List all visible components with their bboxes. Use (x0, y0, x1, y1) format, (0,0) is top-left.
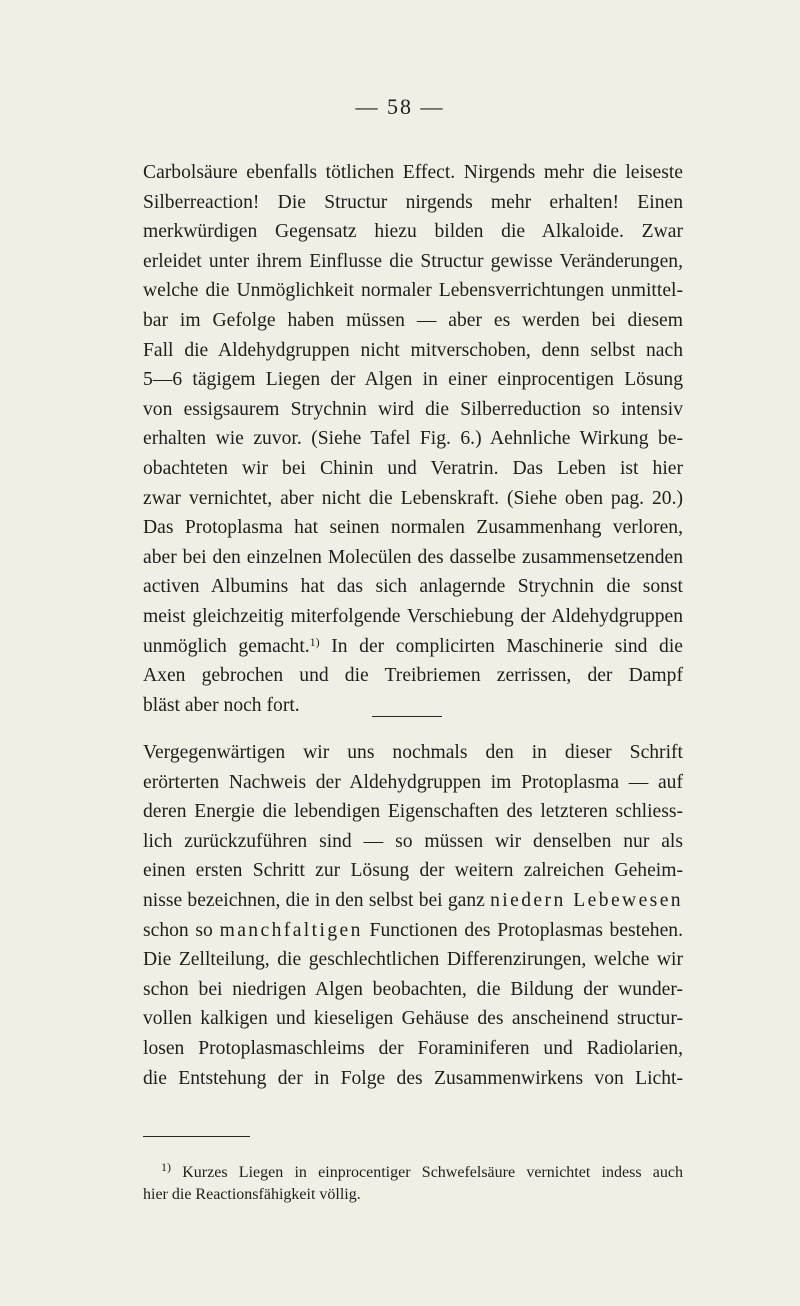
section-divider (372, 716, 442, 717)
text-line: meist gleichzeitig miterfolgende Verschiebung der Aldehydgruppen (143, 605, 683, 627)
text-line: welche die Unmöglichkeit normaler Lebensverrichtungen unmittel- (143, 280, 683, 302)
page-number: — 58 — (355, 94, 445, 119)
footnote-line: hier die Reactionsfähigkeit völlig. (143, 1186, 361, 1203)
text-line: Das Protoplasma hat seinen normalen Zusammenhang verloren, (143, 517, 683, 539)
paragraph-2 (143, 738, 683, 1093)
text-line: aber bei den einzelnen Molecülen des dasselbe zusammensetzenden (143, 546, 683, 568)
text-line: lich zurückzuführen sind — so müssen wir denselben nur als (143, 830, 683, 852)
text-line: Fall die Aldehydgruppen nicht mitverschoben, denn selbst nach (143, 339, 683, 361)
footnote-divider (143, 1136, 250, 1137)
text-line: merkwürdigen Gegensatz hiezu bilden die Alkaloide. Zwar (143, 221, 683, 243)
text-line: Die Zellteilung, die geschlechtlichen Differenzirungen, welche wir (143, 949, 683, 971)
text-fragment: schon so (143, 919, 220, 941)
text-line: einen ersten Schritt zur Lösung der weitern zalreichen Geheim- (143, 860, 683, 882)
text-line-with-note (143, 632, 683, 662)
footnote (143, 1162, 683, 1206)
text-line: Silberreaction! Die Structur nirgends mehr erhalten! Einen (143, 191, 683, 213)
text-line: erörterten Nachweis der Aldehydgruppen im Protoplasma — auf (143, 771, 683, 793)
text-fragment: Functionen des Protoplasmas bestehen. (362, 919, 683, 941)
emphasized-text: niedern Lebewesen (490, 889, 684, 911)
footnote-line (143, 1162, 683, 1184)
text-line: activen Albumins hat das sich anlagernde Strychnin die sonst (143, 576, 683, 598)
text-line: obachteten wir bei Chinin und Veratrin. Das Leben ist hier (143, 457, 683, 479)
text-line: vollen kalkigen und kieseligen Gehäuse des anscheinend structur- (143, 1008, 683, 1030)
text-line: zwar vernichtet, aber nicht die Lebenskraft. (Siehe oben pag. 20.) (143, 487, 683, 509)
text-line: schon bei niedrigen Algen beobachten, die Bildung der wunder- (143, 978, 683, 1000)
text-line: die Entstehung der in Folge des Zusammenwirkens von Licht- (143, 1067, 683, 1089)
text-fragment: nisse bezeichnen, die in den selbst bei ganz (143, 889, 491, 911)
emphasized-text: manchfaltigen (219, 919, 363, 941)
text-line: losen Protoplasmaschleims der Foraminiferen und Radiolarien, (143, 1037, 683, 1059)
text-line (143, 916, 683, 946)
footnote-reference[interactable]: 1) (309, 634, 320, 649)
text-fragment: Kurzes Liegen in einprocentiger Schwefelsäure vernichtet indess auch (171, 1164, 683, 1181)
text-line: Axen gebrochen und die Treibriemen zerrissen, der Dampf (143, 665, 683, 687)
text-line: Carbolsäure ebenfalls tötlichen Effect. Nirgends mehr die leiseste (143, 162, 683, 183)
text-line: 5—6 tägigem Liegen der Algen in einer einprocentigen Lösung (143, 369, 683, 391)
paragraph-1 (143, 158, 683, 720)
text-line (143, 886, 683, 916)
text-line: Vergegenwärtigen wir uns nochmals den in dieser Schrift (143, 742, 683, 763)
text-line: erhalten wie zuvor. (Siehe Tafel Fig. 6.) Aehnliche Wirkung be- (143, 428, 683, 450)
footnote-marker: 1) (161, 1160, 171, 1174)
text-line: erleidet unter ihrem Einflusse die Structur gewisse Veränderungen, (143, 250, 683, 272)
text-fragment: In der complicirten Maschinerie sind die (319, 635, 683, 657)
text-line: von essigsaurem Strychnin wird die Silberreduction so intensiv (143, 398, 683, 420)
text-fragment: unmöglich gemacht. (143, 635, 310, 657)
text-line: bläst aber noch fort. (143, 694, 300, 716)
text-line: deren Energie die lebendigen Eigenschaften des letzteren schliess- (143, 801, 683, 823)
text-line: bar im Gefolge haben müssen — aber es werden bei diesem (143, 309, 683, 331)
